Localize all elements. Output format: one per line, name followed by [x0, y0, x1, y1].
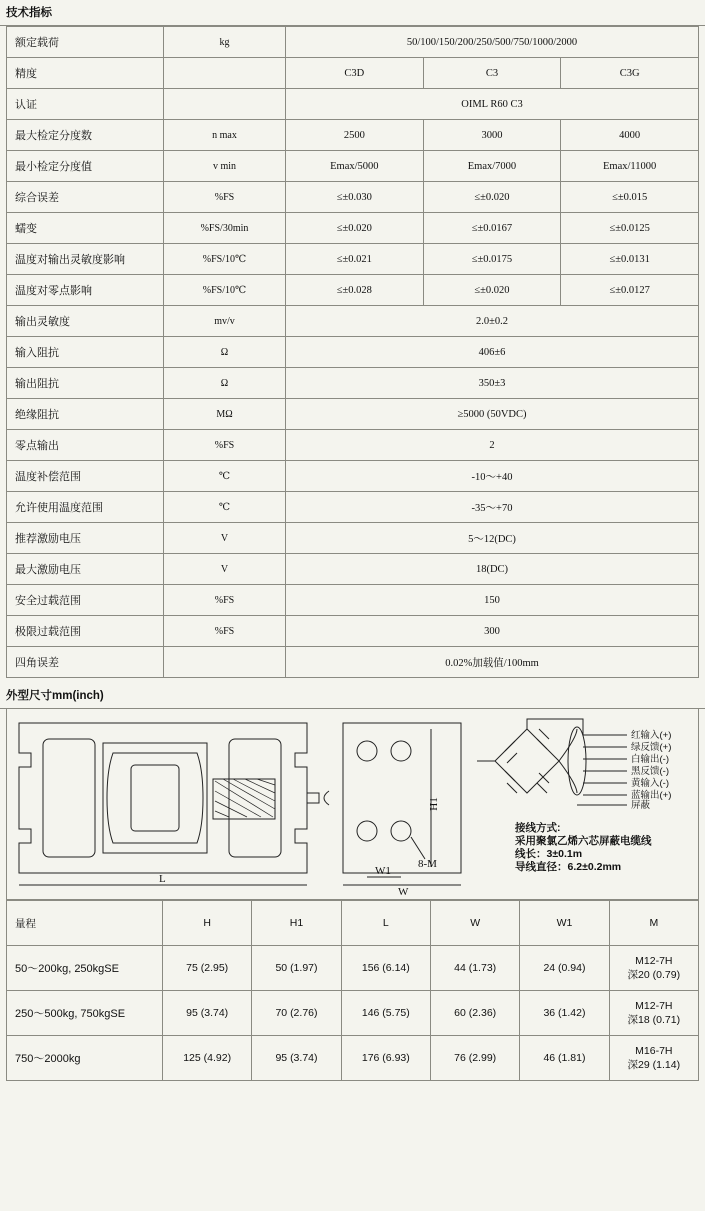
spec-row-value-c2: C3: [423, 58, 561, 89]
dim-thread-size: M12-7H: [635, 954, 673, 967]
spec-row-label: 绝缘阻抗: [7, 399, 164, 430]
spec-row-label: 四角误差: [7, 647, 164, 678]
spec-row-label: 精度: [7, 58, 164, 89]
svg-text:H1: H1: [428, 797, 440, 811]
spec-row-value-c2: Emax/7000: [423, 151, 561, 182]
spec-row-unit: v min: [164, 151, 286, 182]
dim-cell-range: 250～500kg, 750kgSE: [7, 991, 163, 1036]
dim-cell-L: 146 (5.75): [341, 991, 430, 1036]
spec-row-value: ≥5000 (50VDC): [286, 399, 699, 430]
dim-row: [7, 1036, 699, 1081]
svg-text:W1: W1: [375, 865, 391, 877]
spec-row: [7, 337, 699, 368]
spec-row-label: 输入阻抗: [7, 337, 164, 368]
spec-row: [7, 399, 699, 430]
wiring-note-line3: 导线直径：6.2±0.2mm: [515, 861, 622, 873]
spec-row-value: -35～+70: [286, 492, 699, 523]
dim-cell-H1: 95 (3.74): [252, 1036, 341, 1081]
spec-row-value-c1: C3D: [286, 58, 424, 89]
dim-row: [7, 991, 699, 1036]
spec-row-unit: ℃: [164, 492, 286, 523]
dim-header-cell: W1: [520, 901, 609, 946]
spec-row: [7, 430, 699, 461]
spec-row-value: OIML R60 C3: [286, 89, 699, 120]
dim-cell-W1: 46 (1.81): [520, 1036, 609, 1081]
spec-row-label: 零点输出: [7, 430, 164, 461]
spec-row: [7, 27, 699, 58]
spec-row-value-c2: ≤±0.0167: [423, 213, 561, 244]
spec-row-unit: %FS: [164, 616, 286, 647]
spec-row-unit: n max: [164, 120, 286, 151]
spec-row-value: 406±6: [286, 337, 699, 368]
spec-row-label: 蠕变: [7, 213, 164, 244]
spec-row-label: 推荐激励电压: [7, 523, 164, 554]
spec-row: [7, 585, 699, 616]
spec-row-value-c1: ≤±0.030: [286, 182, 424, 213]
wire-label-green: 绿反馈(+): [631, 742, 672, 753]
spec-row-value-c2: ≤±0.020: [423, 182, 561, 213]
spec-row-label: 认证: [7, 89, 164, 120]
wiring-note-title: 接线方式:: [515, 822, 561, 834]
spec-row-value-c3: ≤±0.015: [561, 182, 699, 213]
dim-cell-M: [609, 946, 698, 991]
spec-row-label: 综合误差: [7, 182, 164, 213]
spec-row-label: 输出阻抗: [7, 368, 164, 399]
spec-row: [7, 151, 699, 182]
dim-cell-range: 50～200kg, 250kgSE: [7, 946, 163, 991]
spec-row-value: 2.0±0.2: [286, 306, 699, 337]
dim-header-cell: M: [609, 901, 698, 946]
spec-row-value-c1: Emax/5000: [286, 151, 424, 182]
spec-row-label: 允许使用温度范围: [7, 492, 164, 523]
dimension-table: [6, 900, 699, 1081]
spec-row-unit: ℃: [164, 461, 286, 492]
wire-label-black: 黑反馈(-): [631, 766, 669, 777]
spec-row: [7, 182, 699, 213]
spec-row-value-c3: ≤±0.0131: [561, 244, 699, 275]
dimension-section-title: 外型尺寸mm(inch): [0, 678, 705, 709]
spec-row-unit: Ω: [164, 337, 286, 368]
spec-row: [7, 647, 699, 678]
spec-row-unit: MΩ: [164, 399, 286, 430]
spec-row-label: 温度对零点影响: [7, 275, 164, 306]
spec-row: [7, 244, 699, 275]
svg-text:L: L: [159, 873, 166, 885]
spec-row-unit: V: [164, 554, 286, 585]
spec-row-value: 0.02%加载值/100mm: [286, 647, 699, 678]
dim-thread-depth: 深20 (0.79): [627, 968, 681, 981]
spec-row: [7, 120, 699, 151]
svg-text:8-M: 8-M: [418, 858, 437, 870]
spec-row-value-c3: Emax/11000: [561, 151, 699, 182]
spec-row-label: 最大激励电压: [7, 554, 164, 585]
spec-row: [7, 492, 699, 523]
spec-row-value-c1: ≤±0.021: [286, 244, 424, 275]
dim-header-cell: W: [430, 901, 519, 946]
wire-label-shield: 屏蔽: [631, 800, 651, 811]
spec-row-label: 额定载荷: [7, 27, 164, 58]
spec-row-label: 最大检定分度数: [7, 120, 164, 151]
spec-row-value-c2: ≤±0.020: [423, 275, 561, 306]
dim-header-cell: L: [341, 901, 430, 946]
dim-cell-W: 60 (2.36): [430, 991, 519, 1036]
dim-cell-range: 750～2000kg: [7, 1036, 163, 1081]
spec-row-unit: V: [164, 523, 286, 554]
dim-cell-H: 95 (3.74): [163, 991, 252, 1036]
spec-row-value-c3: ≤±0.0127: [561, 275, 699, 306]
spec-row: [7, 523, 699, 554]
dim-header-cell: 量程: [7, 901, 163, 946]
svg-text:W: W: [398, 886, 409, 897]
spec-row-label: 温度补偿范围: [7, 461, 164, 492]
spec-row-value: 150: [286, 585, 699, 616]
spec-row-value: 2: [286, 430, 699, 461]
spec-row-value-c2: 3000: [423, 120, 561, 151]
spec-row: [7, 89, 699, 120]
spec-row-value-c3: ≤±0.0125: [561, 213, 699, 244]
dim-thread-size: M12-7H: [635, 999, 673, 1012]
spec-row: [7, 213, 699, 244]
spec-row-value-c1: ≤±0.020: [286, 213, 424, 244]
dim-cell-W1: 36 (1.42): [520, 991, 609, 1036]
spec-row: [7, 461, 699, 492]
wire-label-white: 白输出(-): [631, 754, 669, 765]
dim-cell-L: 156 (6.14): [341, 946, 430, 991]
spec-row-label: 温度对输出灵敏度影响: [7, 244, 164, 275]
wiring-note-line1: 采用聚氯乙烯六芯屏蔽电缆线: [515, 835, 652, 847]
spec-row-unit: %FS: [164, 585, 286, 616]
technical-spec-table: [6, 26, 699, 678]
spec-row-value: 50/100/150/200/250/500/750/1000/2000: [286, 27, 699, 58]
spec-row-label: 极限过载范围: [7, 616, 164, 647]
spec-row: [7, 275, 699, 306]
spec-row-value-c2: ≤±0.0175: [423, 244, 561, 275]
spec-section-title: 技术指标: [0, 0, 705, 26]
spec-row: [7, 368, 699, 399]
dim-cell-M: [609, 991, 698, 1036]
wire-label-yellow: 黄输入(-): [631, 778, 669, 789]
spec-row: [7, 554, 699, 585]
dim-cell-H: 75 (2.95): [163, 946, 252, 991]
dim-cell-H: 125 (4.92): [163, 1036, 252, 1081]
dim-cell-H1: 50 (1.97): [252, 946, 341, 991]
spec-row-unit: [164, 89, 286, 120]
spec-row-value-c3: C3G: [561, 58, 699, 89]
dim-thread-depth: 深29 (1.14): [627, 1058, 681, 1071]
dim-thread-depth: 深18 (0.71): [627, 1013, 681, 1026]
dim-cell-L: 176 (6.93): [341, 1036, 430, 1081]
dimension-drawing: [6, 709, 699, 900]
spec-row-value: 300: [286, 616, 699, 647]
dim-cell-W1: 24 (0.94): [520, 946, 609, 991]
dim-header-cell: H: [163, 901, 252, 946]
dim-header-cell: H1: [252, 901, 341, 946]
spec-row-label: 输出灵敏度: [7, 306, 164, 337]
spec-row-unit: %FS/30min: [164, 213, 286, 244]
wiring-note-line2: 线长：3±0.1m: [515, 848, 583, 860]
spec-row-unit: %FS: [164, 182, 286, 213]
wire-label-red: 红输入(+): [631, 730, 672, 741]
spec-row-value: 5～12(DC): [286, 523, 699, 554]
spec-row: [7, 58, 699, 89]
wire-label-blue: 蓝输出(+): [631, 790, 672, 801]
dim-thread-size: M16-7H: [635, 1044, 673, 1057]
spec-row-unit: Ω: [164, 368, 286, 399]
dim-cell-H1: 70 (2.76): [252, 991, 341, 1036]
dim-cell-W: 44 (1.73): [430, 946, 519, 991]
spec-row-unit: mv/v: [164, 306, 286, 337]
spec-row-unit: [164, 58, 286, 89]
spec-row-value-c3: 4000: [561, 120, 699, 151]
dim-row: [7, 946, 699, 991]
spec-row-unit: %FS/10℃: [164, 275, 286, 306]
spec-row-value: 18(DC): [286, 554, 699, 585]
spec-row: [7, 306, 699, 337]
spec-row-value: 350±3: [286, 368, 699, 399]
spec-row-unit: %FS/10℃: [164, 244, 286, 275]
spec-row-label: 安全过载范围: [7, 585, 164, 616]
spec-row-value: -10～+40: [286, 461, 699, 492]
spec-row-unit: %FS: [164, 430, 286, 461]
spec-row-value-c1: 2500: [286, 120, 424, 151]
dim-cell-W: 76 (2.99): [430, 1036, 519, 1081]
dim-cell-M: [609, 1036, 698, 1081]
spec-row: [7, 616, 699, 647]
spec-row-value-c1: ≤±0.028: [286, 275, 424, 306]
spec-row-label: 最小检定分度值: [7, 151, 164, 182]
spec-row-unit: kg: [164, 27, 286, 58]
spec-row-unit: [164, 647, 286, 678]
